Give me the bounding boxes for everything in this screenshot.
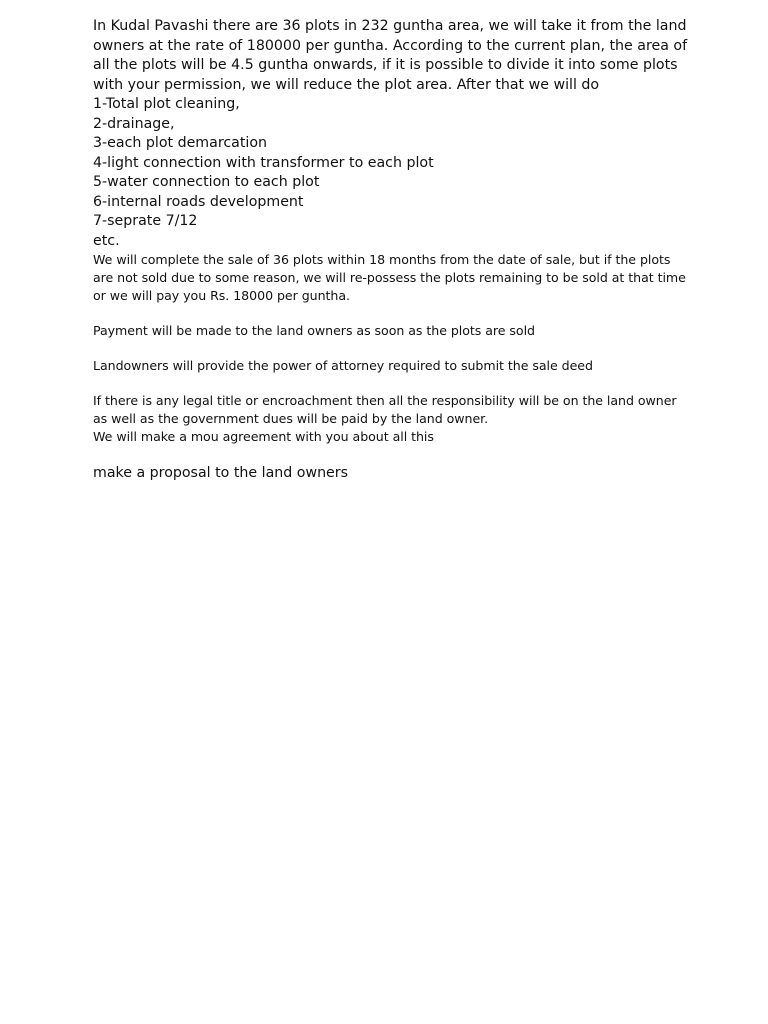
payment-paragraph: Payment will be made to the land owners as soon as the plots are sold <box>93 323 535 338</box>
sale-terms-paragraph: We will complete the sale of 36 plots within 18 months from the date of sale, but if the plots are not sold due to some reason, we will re-possess the plots remaining to be sold at that time or we will pay you Rs. 18000 per guntha. <box>93 252 686 303</box>
list-item: 2-drainage, <box>93 115 175 132</box>
power-of-attorney-paragraph: Landowners will provide the power of attorney required to submit the sale deed <box>93 358 593 373</box>
list-item: 7-seprate 7/12 <box>93 213 198 229</box>
request-line: make a proposal to the land owners <box>93 465 349 481</box>
list-item: 4-light connection with transformer to each plot <box>93 154 434 171</box>
document-body <box>93 17 693 484</box>
work-list <box>93 95 693 232</box>
list-item: 1-Total plot cleaning, <box>93 96 240 112</box>
list-item: 6-internal roads development <box>93 193 304 210</box>
etc-line: etc. <box>93 232 120 249</box>
legal-title-paragraph: If there is any legal title or encroachment then all the responsibility will be on the land owner as well as the government dues will be paid by the land owner. <box>93 393 677 426</box>
intro-paragraph: In Kudal Pavashi there are 36 plots in 232 guntha area, we will take it from the land owners at the rate of 180000 per guntha. According to the current plan, the area of all the plots will be 4.5 guntha onwards, if it is possible to divide it into some plots with your permission, we will reduce the plot area. After that we will do <box>93 18 688 93</box>
list-item: 5-water connection to each plot <box>93 174 320 190</box>
mou-paragraph: We will make a mou agreement with you about all this <box>93 429 434 444</box>
list-item: 3-each plot demarcation <box>93 135 268 151</box>
